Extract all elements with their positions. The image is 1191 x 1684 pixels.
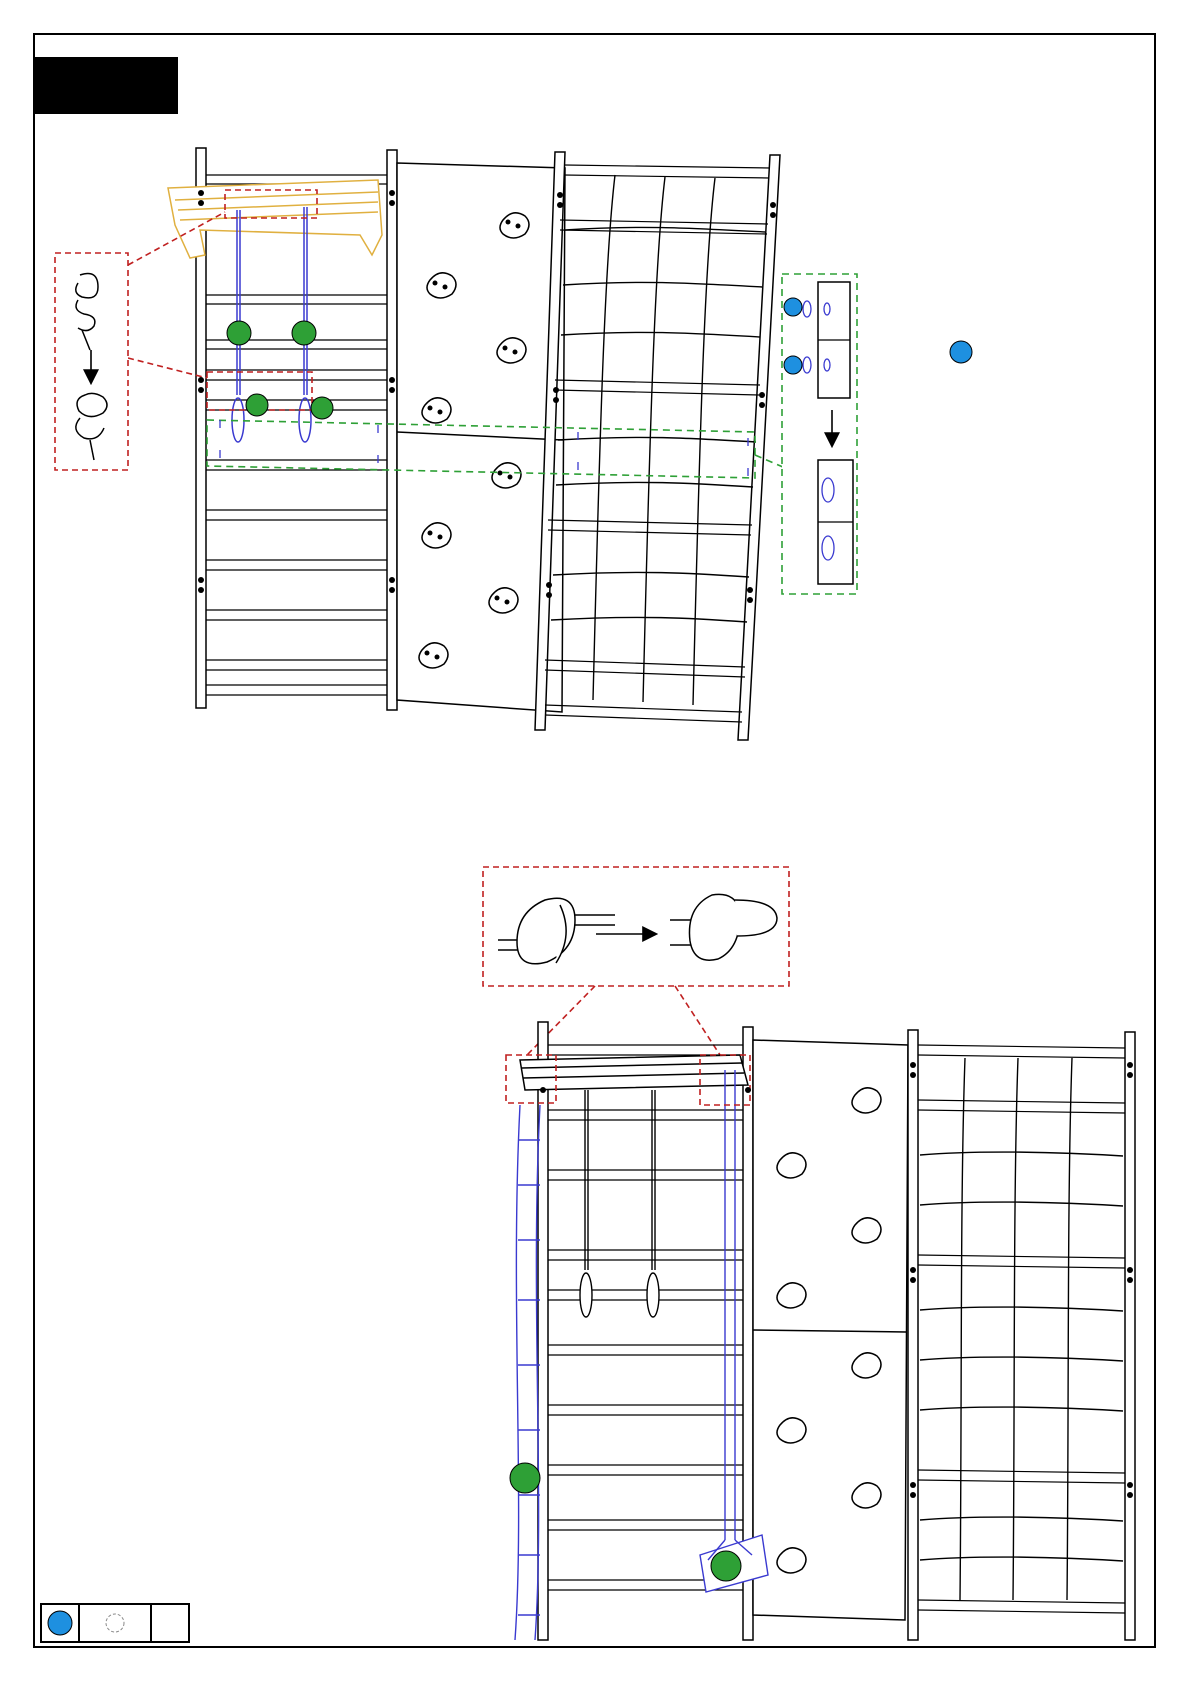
parts-legend: [40, 1603, 190, 1643]
bottom-assembly: [520, 1022, 1135, 1640]
screw-cap-icon: [102, 1610, 128, 1636]
blue-marker-icon: [46, 1609, 74, 1637]
cargo-net-top: [535, 152, 780, 740]
legend-part-cell: [80, 1605, 152, 1641]
legend-marker-cell: [42, 1605, 80, 1641]
knot-detail-left: [55, 253, 128, 470]
markers-top: [227, 298, 972, 419]
top-assembly: [128, 148, 790, 740]
cap-detail-right: [782, 274, 857, 594]
legend-quantity-cell: [152, 1605, 188, 1641]
rope-ladder-bottom: [515, 1105, 540, 1640]
